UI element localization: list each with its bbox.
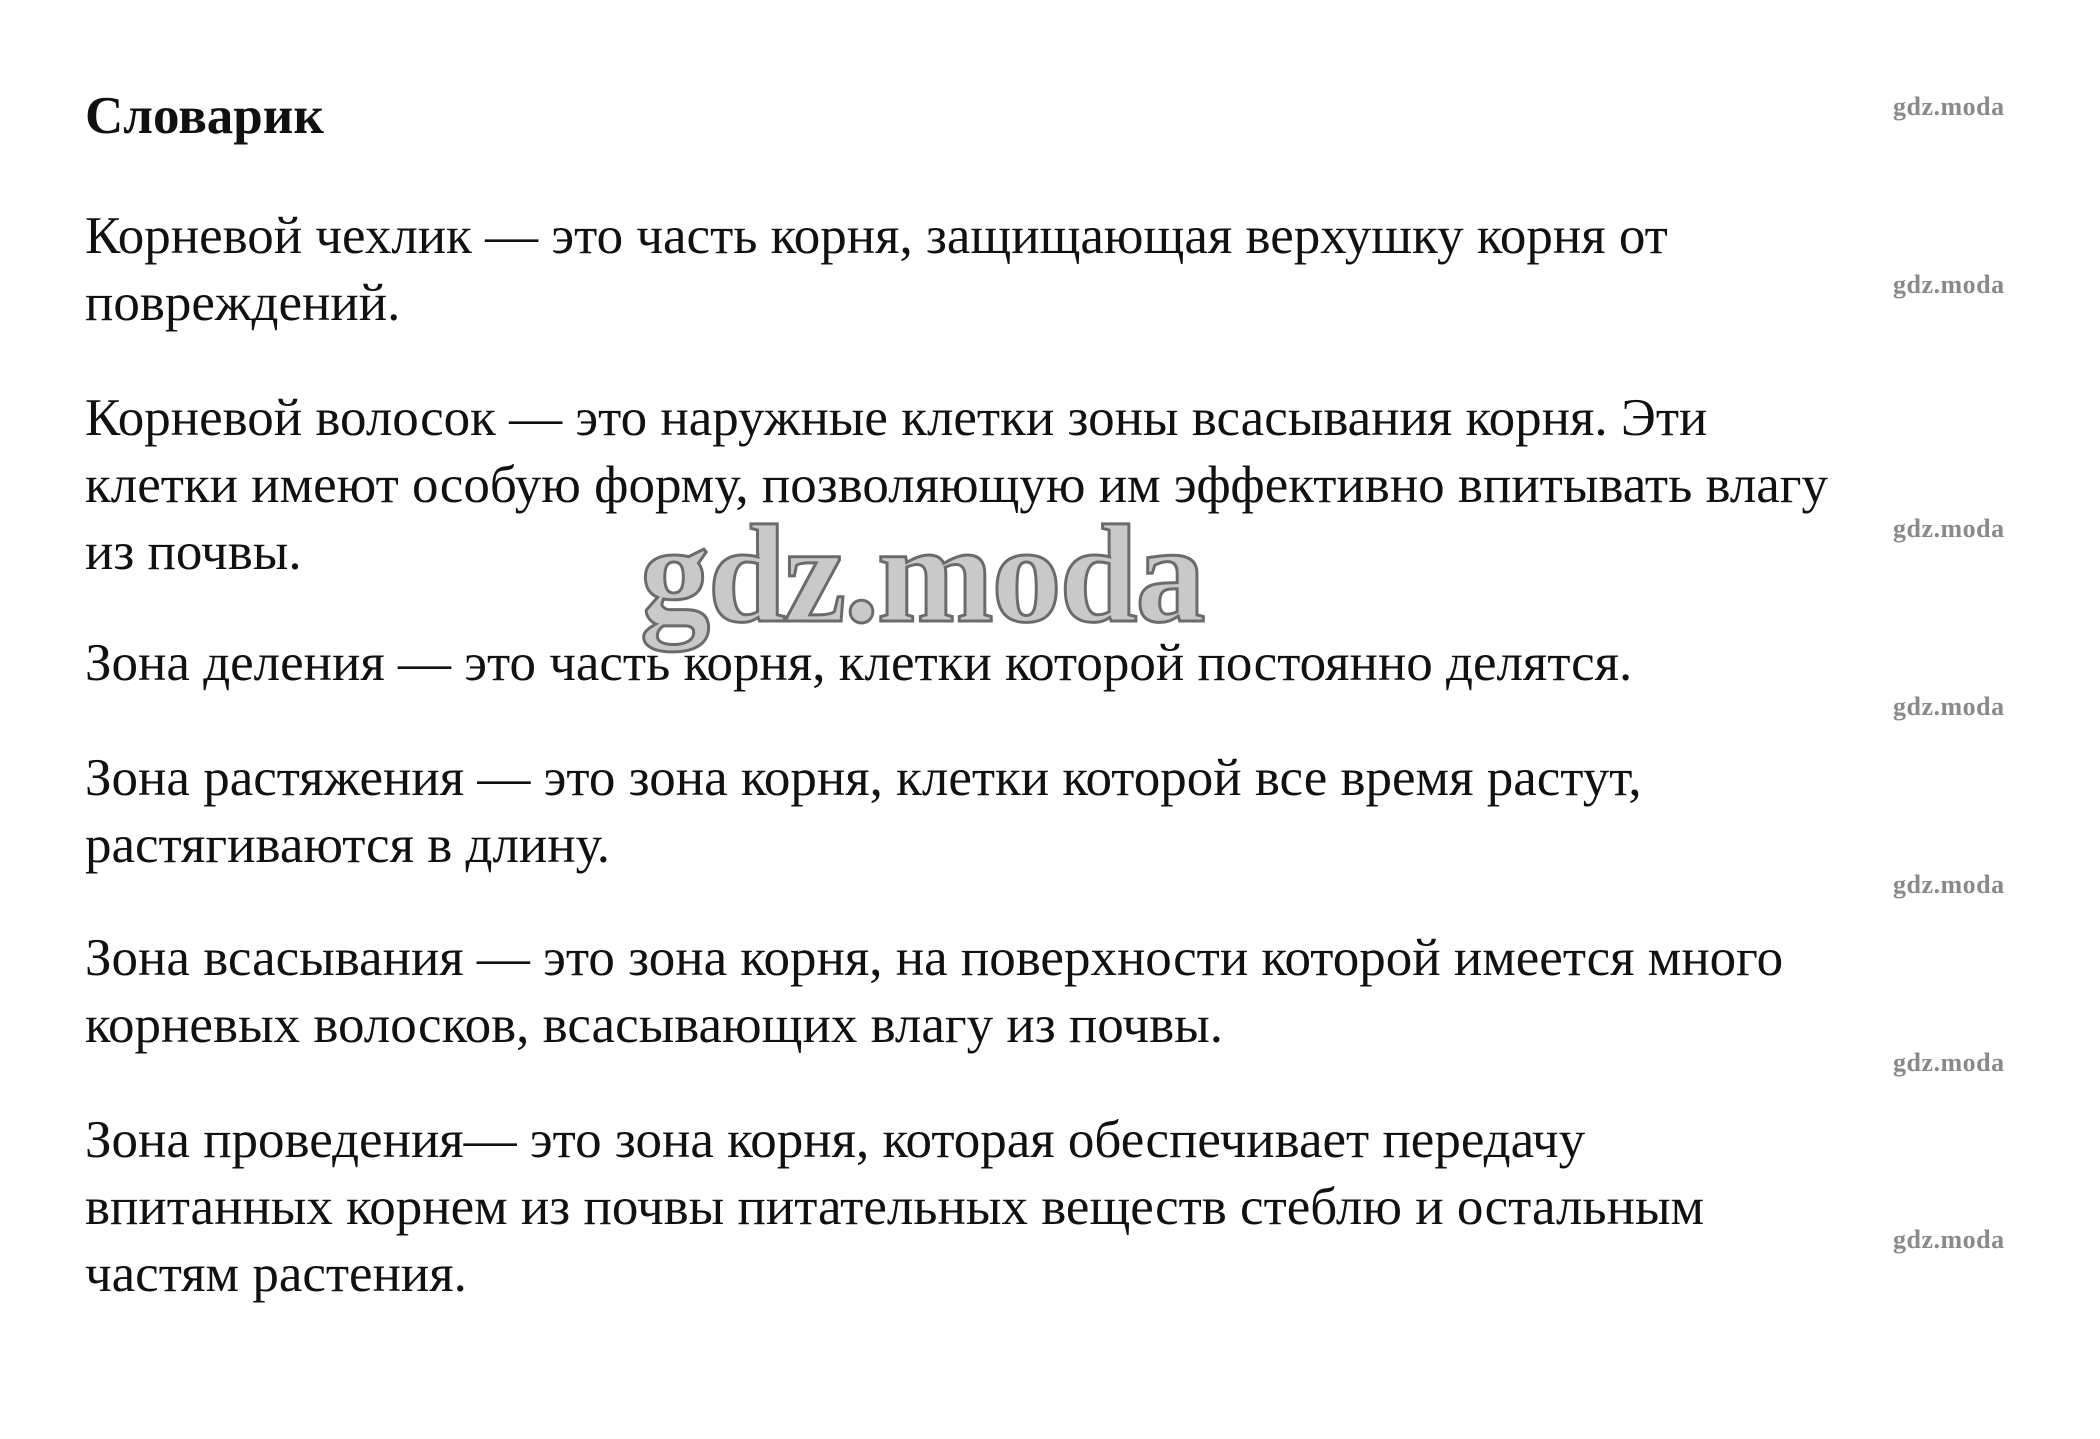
entry-line: Корневой чехлик — это часть корня, защищающая верхушку корня от [85, 207, 1668, 265]
entry-line: Зона всасывания — это зона корня, на поверхности которой имеется много [85, 929, 1784, 987]
watermark-small: gdz.moda [1893, 692, 2005, 721]
entry-line: повреждений. [85, 274, 401, 332]
entry-line: Корневой волосок — это наружные клетки зоны всасывания корня. Эти [85, 389, 1708, 447]
glossary-entry-root-cap [85, 203, 2035, 337]
entry-line: частям растения. [85, 1245, 467, 1303]
watermark-small: gdz.moda [1893, 514, 2005, 543]
entry-line: Зона деления — это часть корня, клетки которой постоянно делятся. [85, 634, 1633, 692]
entry-line: корневых волосков, всасывающих влагу из почвы. [85, 996, 1223, 1054]
entry-line: Зона проведения— это зона корня, которая обеспечивает передачу [85, 1111, 1586, 1169]
page-title: Словарик [85, 87, 324, 145]
watermark-small: gdz.moda [1893, 270, 2005, 299]
entry-line: Зона растяжения — это зона корня, клетки которой все время растут, [85, 749, 1642, 807]
watermark-small: gdz.moda [1893, 92, 2005, 121]
watermark-small: gdz.moda [1893, 1225, 2005, 1254]
entry-line: из почвы. [85, 523, 302, 581]
glossary-entry-elongation-zone [85, 745, 2035, 879]
watermark-small: gdz.moda [1893, 870, 2005, 899]
entry-line: растягиваются в длину. [85, 816, 611, 874]
glossary-entry-absorption-zone [85, 925, 2035, 1059]
entry-line: впитанных корнем из почвы питательных веществ стеблю и остальным [85, 1178, 1705, 1236]
watermark-large: gdz.moda [640, 497, 1204, 652]
glossary-entry-conduction-zone [85, 1107, 2035, 1308]
entry-line: клетки имеют особую форму, позволяющую им эффективно впитывать влагу [85, 456, 1829, 514]
watermark-small: gdz.moda [1893, 1048, 2005, 1077]
